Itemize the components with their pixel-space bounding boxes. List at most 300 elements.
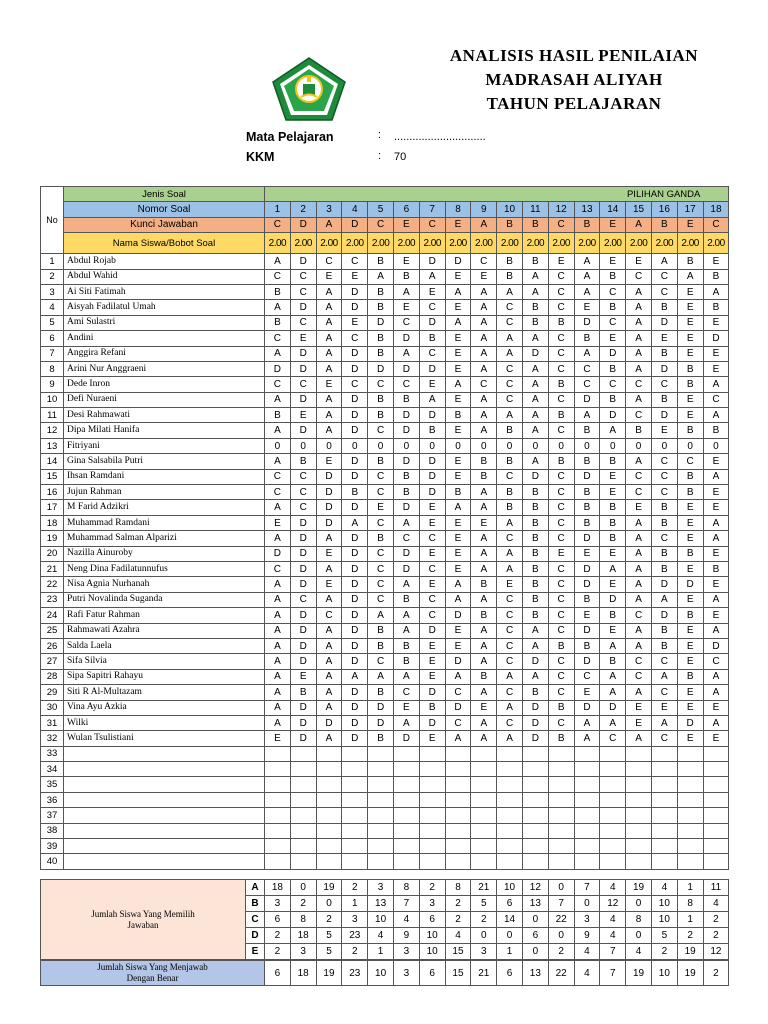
student-answer: C [600, 284, 626, 299]
student-answer: D [290, 715, 316, 730]
student-answer [471, 746, 497, 761]
choice-count: 19 [316, 880, 342, 896]
student-answer: 0 [445, 438, 471, 453]
student-answer: A [471, 500, 497, 515]
student-answer [651, 746, 677, 761]
student-answer: E [419, 638, 445, 653]
table-row [41, 808, 729, 823]
student-answer: A [626, 361, 652, 376]
student-answer: A [393, 577, 419, 592]
student-answer: C [703, 392, 729, 407]
student-answer: 0 [342, 438, 368, 453]
student-answer: D [342, 592, 368, 607]
student-name [64, 854, 265, 869]
student-answer: E [419, 500, 445, 515]
student-answer: B [522, 561, 548, 576]
choice-count: 2 [703, 928, 729, 944]
student-answer: D [393, 454, 419, 469]
student-answer [393, 762, 419, 777]
student-answer: A [703, 531, 729, 546]
student-answer [626, 762, 652, 777]
student-answer: E [497, 577, 523, 592]
student-answer: C [651, 531, 677, 546]
student-answer: A [600, 561, 626, 576]
student-answer: B [600, 654, 626, 669]
student-answer: B [600, 300, 626, 315]
student-answer: E [419, 377, 445, 392]
student-answer: B [677, 377, 703, 392]
student-answer: C [419, 531, 445, 546]
question-weight: 2.00 [703, 233, 729, 254]
student-no: 27 [41, 654, 64, 669]
student-answer [651, 792, 677, 807]
student-answer [342, 762, 368, 777]
student-answer: E [651, 331, 677, 346]
student-answer: C [548, 331, 574, 346]
student-answer: A [265, 638, 291, 653]
student-answer: B [651, 346, 677, 361]
student-answer: C [497, 469, 523, 484]
student-answer [445, 762, 471, 777]
question-number: 16 [651, 202, 677, 217]
correct-count: 15 [445, 961, 471, 986]
student-answer [342, 823, 368, 838]
student-answer: A [316, 638, 342, 653]
student-answer: B [522, 485, 548, 500]
student-answer: E [419, 669, 445, 684]
student-answer: A [265, 577, 291, 592]
student-answer: B [626, 423, 652, 438]
student-answer: D [600, 700, 626, 715]
student-answer [677, 854, 703, 869]
table-row [41, 377, 729, 392]
student-answer: D [651, 408, 677, 423]
student-answer: A [703, 592, 729, 607]
student-answer: E [574, 608, 600, 623]
student-answer: A [574, 731, 600, 746]
student-answer: E [290, 408, 316, 423]
student-answer: B [497, 269, 523, 284]
table-row [41, 715, 729, 730]
student-answer: C [419, 300, 445, 315]
choice-count: 5 [651, 928, 677, 944]
student-no: 17 [41, 500, 64, 515]
student-answer [368, 854, 394, 869]
student-answer: A [316, 669, 342, 684]
question-weight: 2.00 [651, 233, 677, 254]
student-answer: A [393, 346, 419, 361]
student-answer: A [522, 361, 548, 376]
student-name: M Farid Adzikri [64, 500, 265, 515]
student-answer: B [368, 531, 394, 546]
student-answer: C [651, 731, 677, 746]
student-answer: B [393, 485, 419, 500]
student-answer: E [316, 269, 342, 284]
choice-count: 1 [497, 944, 523, 960]
student-answer: D [600, 592, 626, 607]
student-answer: A [265, 500, 291, 515]
student-answer: E [548, 254, 574, 269]
student-answer: B [703, 300, 729, 315]
student-answer [368, 808, 394, 823]
student-answer: D [316, 469, 342, 484]
student-answer: B [522, 315, 548, 330]
student-no: 13 [41, 438, 64, 453]
student-answer: A [393, 284, 419, 299]
student-answer: A [445, 315, 471, 330]
student-answer: B [393, 638, 419, 653]
correct-count-table [40, 960, 729, 986]
nama-bobot-label: Nama Siswa/Bobot Soal [64, 233, 265, 254]
student-answer [548, 777, 574, 792]
student-answer: A [522, 623, 548, 638]
student-answer: C [548, 300, 574, 315]
student-answer: D [677, 577, 703, 592]
choice-count: 7 [600, 944, 626, 960]
student-answer: A [497, 408, 523, 423]
student-answer: A [316, 331, 342, 346]
student-answer: D [651, 315, 677, 330]
student-answer: A [626, 685, 652, 700]
student-answer [419, 777, 445, 792]
table-row [41, 592, 729, 607]
student-answer: D [574, 654, 600, 669]
student-no: 5 [41, 315, 64, 330]
table-row [41, 654, 729, 669]
student-answer [419, 762, 445, 777]
student-answer: E [677, 500, 703, 515]
student-answer: E [342, 269, 368, 284]
student-answer [703, 808, 729, 823]
student-answer: A [471, 284, 497, 299]
student-answer: E [445, 331, 471, 346]
student-answer [626, 777, 652, 792]
student-answer: D [522, 654, 548, 669]
choice-count: 5 [316, 928, 342, 944]
student-answer: B [368, 392, 394, 407]
student-answer: B [419, 700, 445, 715]
student-answer: A [316, 731, 342, 746]
student-no: 28 [41, 669, 64, 684]
student-answer: E [626, 254, 652, 269]
student-answer: A [703, 377, 729, 392]
student-answer [393, 777, 419, 792]
question-number: 8 [445, 202, 471, 217]
choice-count: 2 [265, 928, 291, 944]
student-no: 35 [41, 777, 64, 792]
answer-key: C [265, 217, 291, 232]
student-answer: B [497, 454, 523, 469]
student-answer [548, 808, 574, 823]
student-answer: C [290, 500, 316, 515]
student-answer: E [419, 284, 445, 299]
choice-count: 19 [677, 944, 703, 960]
student-answer [368, 746, 394, 761]
table-row [41, 777, 729, 792]
student-answer: B [522, 531, 548, 546]
student-answer: C [368, 654, 394, 669]
student-answer: E [471, 700, 497, 715]
table-row [41, 839, 729, 854]
choice-letter: A [246, 880, 265, 896]
table-row [41, 254, 729, 269]
student-name: Defi Nuraeni [64, 392, 265, 407]
analysis-table [40, 186, 729, 870]
student-answer: E [419, 577, 445, 592]
student-answer [600, 777, 626, 792]
student-answer: D [342, 577, 368, 592]
choice-count: 2 [548, 944, 574, 960]
question-number: 18 [703, 202, 729, 217]
student-answer: E [703, 500, 729, 515]
question-number: 3 [316, 202, 342, 217]
table-row [41, 485, 729, 500]
student-answer [290, 792, 316, 807]
student-answer: A [703, 515, 729, 530]
question-weight: 2.00 [677, 233, 703, 254]
student-answer: E [677, 561, 703, 576]
title-line-1: ANALISIS HASIL PENILAIAN [449, 46, 699, 65]
student-answer: A [626, 561, 652, 576]
student-answer: A [677, 269, 703, 284]
student-answer: E [600, 577, 626, 592]
kunci-label: Kunci Jawaban [64, 217, 265, 232]
student-answer: C [393, 685, 419, 700]
student-answer: D [342, 469, 368, 484]
student-answer: B [651, 515, 677, 530]
student-answer [393, 792, 419, 807]
student-answer: 0 [677, 438, 703, 453]
student-answer: B [600, 392, 626, 407]
student-name [64, 808, 265, 823]
student-answer: C [419, 561, 445, 576]
choice-row [41, 880, 729, 896]
student-answer [548, 823, 574, 838]
choice-count: 18 [290, 928, 316, 944]
student-answer: A [316, 654, 342, 669]
student-answer: D [290, 392, 316, 407]
student-answer: A [497, 669, 523, 684]
table-row [41, 515, 729, 530]
student-answer: D [419, 485, 445, 500]
student-answer [574, 792, 600, 807]
choice-count: 2 [265, 944, 291, 960]
choice-count: 0 [548, 928, 574, 944]
student-name: Muhammad Ramdani [64, 515, 265, 530]
student-answer: C [393, 315, 419, 330]
student-answer: A [265, 300, 291, 315]
student-name [64, 823, 265, 838]
madrasah-logo [271, 56, 347, 122]
choice-count: 0 [626, 928, 652, 944]
choice-count: 7 [548, 896, 574, 912]
question-weight: 2.00 [471, 233, 497, 254]
question-weight: 2.00 [290, 233, 316, 254]
student-answer: D [290, 346, 316, 361]
student-answer: D [342, 623, 368, 638]
student-name: Arini Nur Anggraeni [64, 361, 265, 376]
student-answer: B [290, 685, 316, 700]
student-answer: D [419, 454, 445, 469]
choice-count: 12 [703, 944, 729, 960]
student-no: 29 [41, 685, 64, 700]
student-answer: C [574, 377, 600, 392]
student-name: Salda Laela [64, 638, 265, 653]
student-answer: C [290, 269, 316, 284]
student-answer [445, 777, 471, 792]
choice-count: 13 [368, 896, 394, 912]
no-header: No [41, 187, 64, 254]
choice-count: 3 [393, 944, 419, 960]
student-answer: E [265, 515, 291, 530]
student-answer: A [703, 623, 729, 638]
student-answer [497, 762, 523, 777]
student-no: 22 [41, 577, 64, 592]
student-answer [316, 808, 342, 823]
student-answer: B [393, 392, 419, 407]
student-answer: C [497, 608, 523, 623]
student-answer: D [393, 361, 419, 376]
choice-count: 3 [265, 896, 291, 912]
student-answer [471, 777, 497, 792]
student-answer: D [445, 254, 471, 269]
choice-count: 10 [651, 896, 677, 912]
student-answer: C [651, 454, 677, 469]
question-weight: 2.00 [600, 233, 626, 254]
student-answer [703, 777, 729, 792]
student-answer: E [548, 546, 574, 561]
table-row [41, 792, 729, 807]
student-answer: C [651, 284, 677, 299]
student-answer: A [265, 346, 291, 361]
student-answer: E [626, 500, 652, 515]
student-answer: A [471, 392, 497, 407]
student-answer: C [574, 361, 600, 376]
choice-count: 23 [342, 928, 368, 944]
student-answer: 0 [316, 438, 342, 453]
student-answer: D [368, 700, 394, 715]
student-answer: A [316, 315, 342, 330]
student-answer: D [290, 300, 316, 315]
student-answer [626, 808, 652, 823]
student-answer: D [522, 346, 548, 361]
student-answer [651, 808, 677, 823]
student-answer: B [574, 515, 600, 530]
table-row [41, 685, 729, 700]
student-answer [445, 792, 471, 807]
table-row [41, 623, 729, 638]
student-answer: A [445, 377, 471, 392]
student-answer: A [445, 592, 471, 607]
student-answer: B [703, 561, 729, 576]
student-answer [290, 839, 316, 854]
student-answer: D [574, 392, 600, 407]
student-answer: C [548, 561, 574, 576]
student-answer: E [626, 715, 652, 730]
student-answer: B [600, 454, 626, 469]
student-answer [497, 792, 523, 807]
student-answer [265, 839, 291, 854]
student-answer [316, 792, 342, 807]
student-answer [265, 823, 291, 838]
table-row [41, 361, 729, 376]
student-answer: A [316, 561, 342, 576]
student-answer [419, 746, 445, 761]
jenis-soal-label: Jenis Soal [64, 187, 265, 202]
student-answer: D [290, 638, 316, 653]
student-answer: B [368, 638, 394, 653]
student-answer: C [651, 269, 677, 284]
table-row [41, 669, 729, 684]
student-answer [497, 839, 523, 854]
table-row [41, 469, 729, 484]
student-answer [600, 854, 626, 869]
student-answer [316, 777, 342, 792]
question-number: 5 [368, 202, 394, 217]
student-answer: B [368, 331, 394, 346]
student-answer: A [471, 300, 497, 315]
student-answer [522, 823, 548, 838]
student-answer [419, 792, 445, 807]
question-weight: 2.00 [445, 233, 471, 254]
student-answer: B [600, 531, 626, 546]
student-answer: E [393, 300, 419, 315]
student-answer: E [471, 515, 497, 530]
student-answer: A [265, 531, 291, 546]
student-name: Abdul Rojab [64, 254, 265, 269]
student-name: Ai Siti Fatimah [64, 284, 265, 299]
student-answer: A [522, 269, 548, 284]
student-answer: E [445, 469, 471, 484]
student-answer: E [677, 531, 703, 546]
student-answer: B [574, 592, 600, 607]
student-answer: E [445, 454, 471, 469]
student-answer: A [368, 608, 394, 623]
choice-count: 4 [600, 928, 626, 944]
student-answer: A [471, 531, 497, 546]
choice-count: 4 [445, 928, 471, 944]
student-answer: D [290, 254, 316, 269]
question-weight: 2.00 [626, 233, 652, 254]
student-answer: E [703, 546, 729, 561]
choice-count-label: Jumlah Siswa Yang Memilih Jawaban [41, 880, 246, 960]
student-answer: A [265, 608, 291, 623]
kunci-row [41, 217, 729, 232]
student-no: 31 [41, 715, 64, 730]
choice-count: 2 [677, 928, 703, 944]
student-answer: A [497, 561, 523, 576]
student-answer [548, 746, 574, 761]
student-answer: C [497, 361, 523, 376]
student-answer: B [600, 269, 626, 284]
student-answer: C [548, 654, 574, 669]
student-answer: B [651, 392, 677, 407]
student-answer: D [265, 361, 291, 376]
student-answer: E [677, 284, 703, 299]
choice-count: 2 [471, 912, 497, 928]
choice-count: 6 [522, 928, 548, 944]
student-answer: D [677, 715, 703, 730]
student-no: 7 [41, 346, 64, 361]
student-answer: D [419, 685, 445, 700]
choice-count: 8 [290, 912, 316, 928]
answer-key: A [471, 217, 497, 232]
student-answer: C [265, 485, 291, 500]
student-answer [548, 854, 574, 869]
student-answer: A [703, 284, 729, 299]
question-number: 17 [677, 202, 703, 217]
student-answer: E [677, 300, 703, 315]
